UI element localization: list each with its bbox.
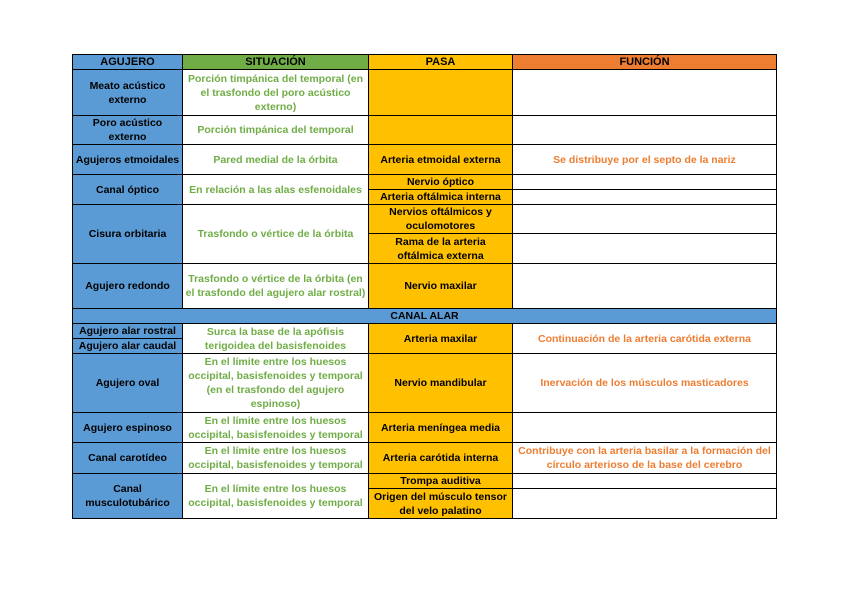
pasa-cell: Nervio mandibular <box>369 354 513 413</box>
foramina-table <box>72 54 777 519</box>
funcion-cell: Inervación de los músculos masticadores <box>513 354 777 413</box>
funcion-cell <box>513 175 777 190</box>
table-row <box>73 264 777 309</box>
agujero-cell: Poro acústico externo <box>73 116 183 145</box>
situacion-cell: Trasfondo o vértice de la órbita (en el trasfondo del agujero alar rostral) <box>183 264 369 309</box>
pasa-cell: Trompa auditiva <box>369 474 513 489</box>
agujero-cell: Canal carotídeo <box>73 443 183 474</box>
table-row <box>73 354 777 413</box>
situacion-cell: Porción timpánica del temporal <box>183 116 369 145</box>
situacion-cell: En relación a las alas esfenoidales <box>183 175 369 205</box>
agujero-cell: Meato acústico externo <box>73 70 183 116</box>
header-situacion: SITUACIÓN <box>183 55 369 70</box>
agujero-cell: Agujero alar rostral <box>73 324 183 339</box>
table-row <box>73 175 777 190</box>
table-row <box>73 145 777 175</box>
funcion-cell <box>513 70 777 116</box>
situacion-cell: En el límite entre los huesos occipital, basisfenoides y temporal <box>183 443 369 474</box>
agujero-cell: Canal óptico <box>73 175 183 205</box>
header-agujero: AGUJERO <box>73 55 183 70</box>
pasa-cell: Arteria oftálmica interna <box>369 190 513 205</box>
pasa-cell: Nervio óptico <box>369 175 513 190</box>
pasa-cell: Rama de la arteria oftálmica externa <box>369 234 513 264</box>
situacion-cell: Porción timpánica del temporal (en el trasfondo del poro acústico externo) <box>183 70 369 116</box>
agujero-cell: Agujero espinoso <box>73 413 183 443</box>
funcion-cell: Se distribuye por el septo de la nariz <box>513 145 777 175</box>
funcion-cell <box>513 489 777 519</box>
situacion-cell: En el límite entre los huesos occipital, basisfenoides y temporal (en el trasfondo del agujero espinoso) <box>183 354 369 413</box>
agujero-cell: Agujero redondo <box>73 264 183 309</box>
funcion-cell: Continuación de la arteria carótida externa <box>513 324 777 354</box>
table-row <box>73 205 777 234</box>
canal-alar-band: CANAL ALAR <box>73 309 777 324</box>
pasa-cell: Arteria carótida interna <box>369 443 513 474</box>
table-row <box>73 474 777 489</box>
funcion-cell <box>513 474 777 489</box>
table-row <box>73 70 777 116</box>
table-row <box>73 413 777 443</box>
header-funcion: FUNCIÓN <box>513 55 777 70</box>
pasa-cell: Arteria etmoidal externa <box>369 145 513 175</box>
agujero-cell: Agujeros etmoidales <box>73 145 183 175</box>
funcion-cell <box>513 234 777 264</box>
pasa-cell: Arteria meníngea media <box>369 413 513 443</box>
pasa-cell: Nervio maxilar <box>369 264 513 309</box>
pasa-cell <box>369 116 513 145</box>
pasa-cell <box>369 70 513 116</box>
agujero-cell: Cisura orbitaria <box>73 205 183 264</box>
pasa-cell: Nervios oftálmicos y oculomotores <box>369 205 513 234</box>
table-row <box>73 324 777 339</box>
situacion-cell: En el límite entre los huesos occipital, basisfenoides y temporal <box>183 474 369 519</box>
agujero-cell: Canal musculotubárico <box>73 474 183 519</box>
situacion-cell: Surca la base de la apófisis terigoidea del basisfenoides <box>183 324 369 354</box>
section-row <box>73 309 777 324</box>
funcion-cell <box>513 413 777 443</box>
funcion-cell <box>513 190 777 205</box>
table-row <box>73 116 777 145</box>
situacion-cell: Trasfondo o vértice de la órbita <box>183 205 369 264</box>
funcion-cell <box>513 205 777 234</box>
situacion-cell: En el límite entre los huesos occipital, basisfenoides y temporal <box>183 413 369 443</box>
agujero-cell: Agujero alar caudal <box>73 339 183 354</box>
header-pasa: PASA <box>369 55 513 70</box>
header-row <box>73 55 777 70</box>
table-row <box>73 443 777 474</box>
funcion-cell <box>513 116 777 145</box>
funcion-cell <box>513 264 777 309</box>
situacion-cell: Pared medial de la órbita <box>183 145 369 175</box>
funcion-cell: Contribuye con la arteria basilar a la formación del círculo arterioso de la base del cerebro <box>513 443 777 474</box>
pasa-cell: Origen del músculo tensor del velo palatino <box>369 489 513 519</box>
pasa-cell: Arteria maxilar <box>369 324 513 354</box>
agujero-cell: Agujero oval <box>73 354 183 413</box>
